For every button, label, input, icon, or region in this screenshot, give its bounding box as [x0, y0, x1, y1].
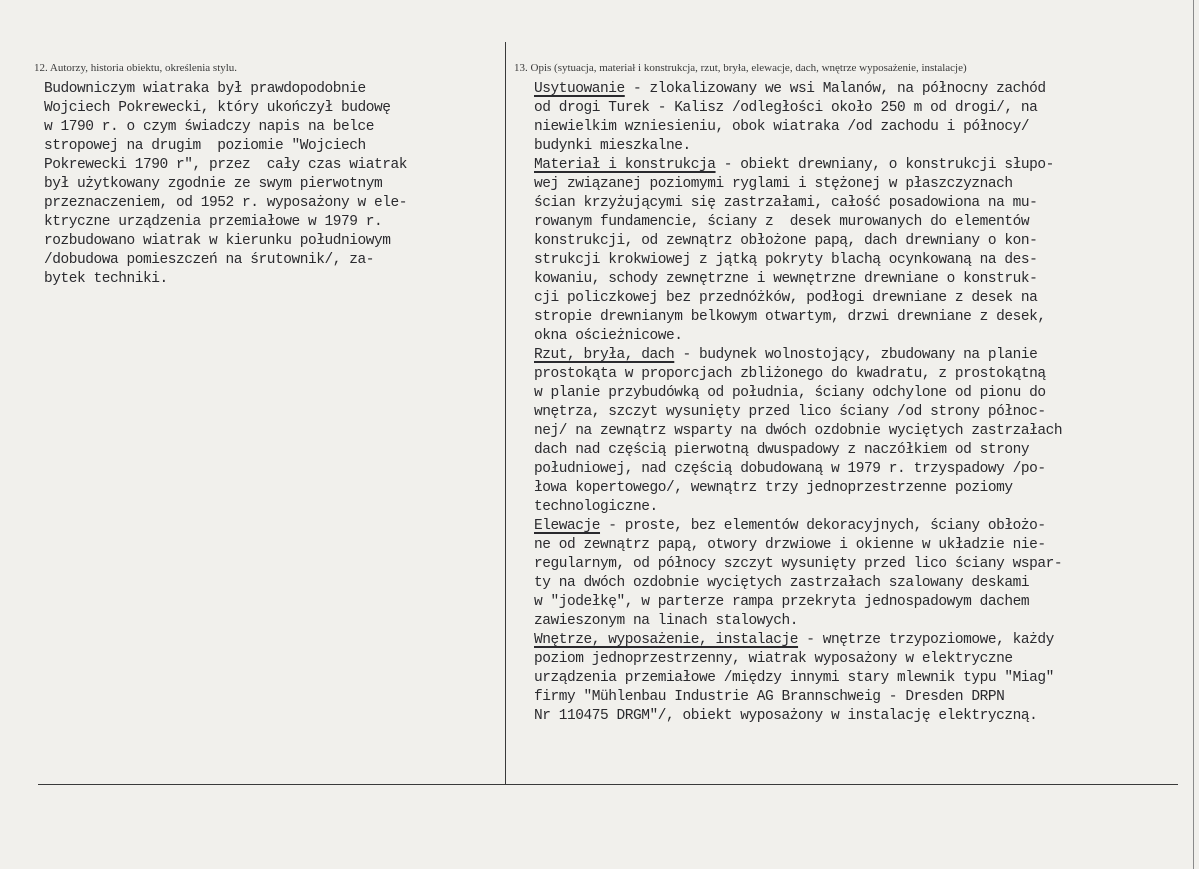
- description-text-run: technologiczne.: [534, 499, 658, 515]
- description-line: [534, 593, 1062, 612]
- description-line: [534, 194, 1062, 213]
- history-line: w 1790 r. o czym świadczy napis na belce: [44, 119, 375, 135]
- description-text-run: - proste, bez elementów dekoracyjnych, ściany obłożo-: [600, 518, 1046, 534]
- description-text-run: regularnym, od północy szczyt wysunięty przed lico ściany wspar-: [534, 556, 1063, 572]
- description-text-run: w planie przybudówką od południa, ściany odchylone od pionu do: [534, 385, 1046, 401]
- description-text-run: strukcji krokwiowej z jątką pokryty blachą ocynkowaną na des-: [534, 252, 1038, 268]
- description-line: [534, 384, 1062, 403]
- description-text-run: - obiekt drewniany, o konstrukcji słupo-: [715, 157, 1054, 173]
- history-text: [44, 80, 407, 289]
- description-text-run: budynki mieszkalne.: [534, 138, 691, 154]
- description-line: [534, 707, 1062, 726]
- history-line: przeznaczeniem, od 1952 r. wyposażony w ele-: [44, 195, 408, 211]
- description-line: [534, 270, 1062, 289]
- description-line: [534, 251, 1062, 270]
- column-divider: [505, 42, 506, 784]
- description-text-run: wnętrza, szczyt wysunięty przed lico ściany /od strony północ-: [534, 404, 1046, 420]
- description-line: [534, 441, 1062, 460]
- description-line: [534, 612, 1062, 631]
- description-line: [534, 365, 1062, 384]
- description-text-run: ścian krzyżującymi się zastrzałami, całość posadowiona na mu-: [534, 195, 1038, 211]
- description-line: [534, 213, 1062, 232]
- section-subheading: Elewacje: [534, 518, 601, 534]
- description-line: [534, 536, 1062, 555]
- description-text-run: - budynek wolnostojący, zbudowany na planie: [674, 347, 1038, 363]
- description-text-run: ty na dwóch ozdobnie wyciętych zastrzałach szalowany deskami: [534, 575, 1030, 591]
- description-line: [534, 555, 1062, 574]
- description-line: [534, 460, 1062, 479]
- history-line: był użytkowany zgodnie ze swym pierwotnym: [44, 176, 383, 192]
- history-line: bytek techniki.: [44, 271, 168, 287]
- description-text-run: stropie drewnianym belkowym otwartym, drzwi drewniane z desek,: [534, 309, 1046, 325]
- history-line: Wojciech Pokrewecki, który ukończył budowę: [44, 100, 391, 116]
- description-line: [534, 289, 1062, 308]
- description-line: [534, 688, 1062, 707]
- description-text-run: południowej, nad częścią dobudowaną w 1979 r. trzyspadowy /po-: [534, 461, 1046, 477]
- section-12-heading: 12. Autorzy, historia obiektu, określenia stylu.: [34, 62, 238, 74]
- description-text-run: prostokąta w proporcjach zbliżonego do kwadratu, z prostokątną: [534, 366, 1046, 382]
- section-subheading: Usytuowanie: [534, 81, 625, 97]
- description-text-run: kowaniu, schody zewnętrzne i wewnętrzne drewniane o konstruk-: [534, 271, 1038, 287]
- description-line: [534, 327, 1062, 346]
- description-line: [534, 137, 1062, 156]
- description-text-run: - zlokalizowany we wsi Malanów, na północny zachód: [624, 81, 1046, 97]
- section-subheading: Wnętrze, wyposażenie, instalacje: [534, 632, 799, 648]
- description-text-run: dach nad częścią pierwotną dwuspadowy z naczółkiem od strony: [534, 442, 1030, 458]
- description-text-run: w "jodełkę", w parterze rampa przekryta jednospadowym dachem: [534, 594, 1030, 610]
- section-subheading: Materiał i konstrukcja: [534, 157, 716, 173]
- history-line: ktryczne urządzenia przemiałowe w 1979 r.: [44, 214, 383, 230]
- description-text-run: urządzenia przemiałowe /między innymi stary mlewnik typu "Miag": [534, 670, 1054, 686]
- section-subheading: Rzut, bryła, dach: [534, 347, 675, 363]
- description-line: [534, 308, 1062, 327]
- description-line: [534, 118, 1062, 137]
- description-line: [534, 346, 1062, 365]
- description-text-run: łowa kopertowego/, wewnątrz trzy jednoprzestrzenne poziomy: [534, 480, 1013, 496]
- description-text-run: wej związanej poziomymi ryglami i stężonej w płaszczyznach: [534, 176, 1013, 192]
- description-line: [534, 517, 1062, 536]
- history-line: Budowniczym wiatraka był prawdopodobnie: [44, 81, 366, 97]
- description-text-run: ne od zewnątrz papą, otwory drzwiowe i okienne w układzie nie-: [534, 537, 1046, 553]
- description-text-run: rowanym fundamencie, ściany z desek murowanych do elementów: [534, 214, 1030, 230]
- description-line: [534, 156, 1062, 175]
- description-line: [534, 403, 1062, 422]
- bottom-rule: [38, 784, 1178, 785]
- description-line: [534, 232, 1062, 251]
- description-line: [534, 422, 1062, 441]
- page-edge-line: [1193, 0, 1194, 869]
- description-text-run: od drogi Turek - Kalisz /odległości około 250 m od drogi/, na: [534, 100, 1038, 116]
- history-line: rozbudowano wiatrak w kierunku południowym: [44, 233, 391, 249]
- description-line: [534, 631, 1062, 650]
- description-text-run: okna ościeżnicowe.: [534, 328, 683, 344]
- description-text-run: cji policzkowej bez przednóżków, podłogi drewniane z desek na: [534, 290, 1038, 306]
- section-13-heading: 13. Opis (sytuacja, materiał i konstrukcja, rzut, bryła, elewacje, dach, wnętrze wyposażenie, instalacje): [514, 62, 967, 74]
- description-line: [534, 498, 1062, 517]
- description-line: [534, 175, 1062, 194]
- history-line: stropowej na drugim poziomie "Wojciech: [44, 138, 366, 154]
- description-text-run: Nr 110475 DRGM"/, obiekt wyposażony w instalację elektryczną.: [534, 708, 1038, 724]
- description-line: [534, 479, 1062, 498]
- description-text-run: niewielkim wzniesieniu, obok wiatraka /od zachodu i północy/: [534, 119, 1030, 135]
- description-text-run: firmy "Mühlenbau Industrie AG Brannschweig - Dresden DRPN: [534, 689, 1005, 705]
- description-line: [534, 574, 1062, 593]
- description-text-run: zawieszonym na linach stalowych.: [534, 613, 799, 629]
- description-line: [534, 99, 1062, 118]
- history-line: Pokrewecki 1790 r", przez cały czas wiatrak: [44, 157, 408, 173]
- description-text-run: nej/ na zewnątrz wsparty na dwóch ozdobnie wyciętych zastrzałach: [534, 423, 1063, 439]
- description-text: [534, 80, 1062, 726]
- description-text-run: konstrukcji, od zewnątrz obłożone papą, dach drewniany o kon-: [534, 233, 1038, 249]
- description-text-run: poziom jednoprzestrzenny, wiatrak wyposażony w elektryczne: [534, 651, 1013, 667]
- description-line: [534, 650, 1062, 669]
- description-text-run: - wnętrze trzypoziomowe, każdy: [798, 632, 1054, 648]
- description-line: [534, 669, 1062, 688]
- description-line: [534, 80, 1062, 99]
- history-line: /dobudowa pomieszczeń na śrutownik/, za-: [44, 252, 375, 268]
